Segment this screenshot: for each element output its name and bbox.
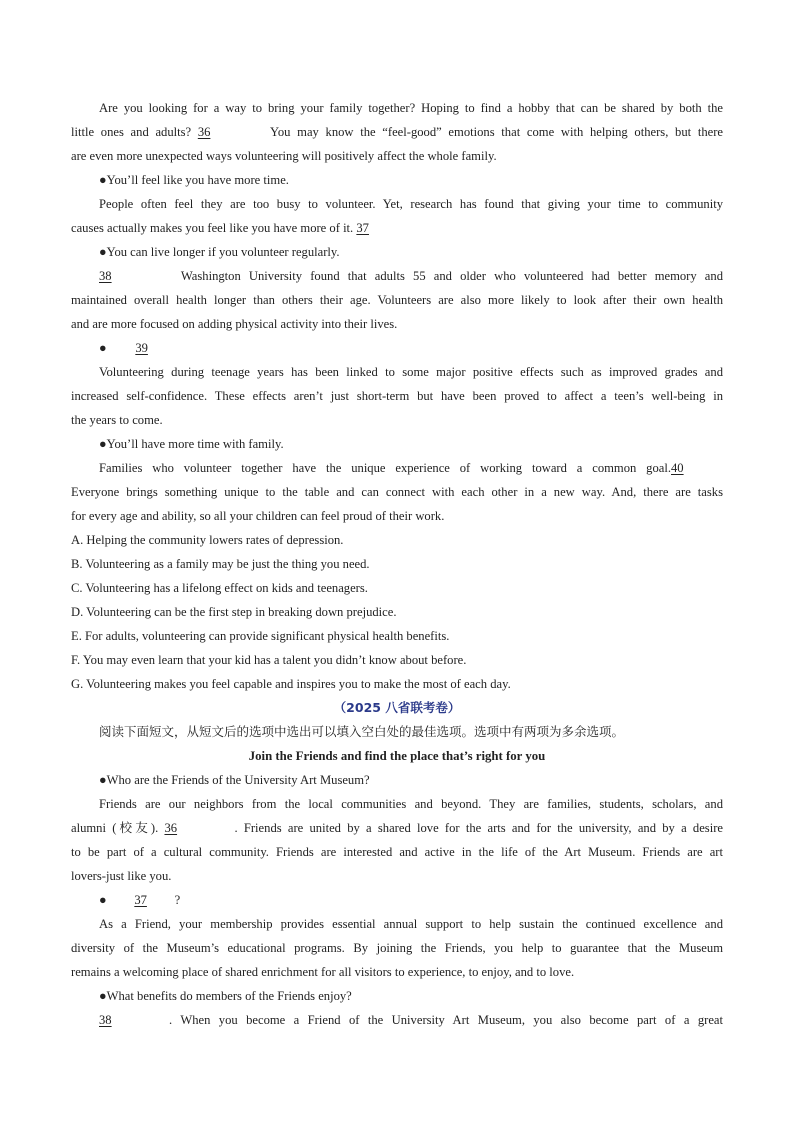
heading-time-with-family: ●You’ll have more time with family. (99, 437, 284, 451)
option-d[interactable]: D. Volunteering can be the first step in breaking down prejudice. (71, 605, 397, 619)
passage1-para3-line3: and are more focused on adding physical activity into their lives. (71, 317, 398, 331)
exam-source-heading: （2025 八省联考卷） (333, 700, 461, 715)
section2-para2-line3: remains a welcoming place of shared enrichment for all visitors to experience, to enjoy, and to love. (71, 965, 575, 979)
passage1-para4-line3: the years to come. (71, 413, 163, 427)
section2-para1-line1: Friends are our neighbors from the local communities and beyond. They are families, students, scholars, and (99, 797, 723, 811)
section2-para3-line1: 38 . When you become a Friend of the University Art Museum, you also become part of a great (71, 1008, 723, 1032)
passage1-para5-line3: for every age and ability, so all your children can feel proud of their work. (71, 509, 445, 523)
option-f[interactable]: F. You may even learn that your kid has a talent you didn’t know about before. (71, 653, 467, 667)
section2-instruction: 阅读下面短文，从短文后的选项中选出可以填入空白处的最佳选项。选项中有两项为多余选项。 (99, 724, 625, 739)
passage1-para1-line1: Are you looking for a way to bring your family together? Hoping to find a hobby that can be shared by both the (99, 101, 723, 115)
passage1-para1-line2: little ones and adults? 36 You may know the “feel-good” emotions that come with helping others, but there (71, 120, 723, 144)
passage1-para2-line2: causes actually makes you feel like you have more of it. 37 (71, 216, 723, 240)
option-g[interactable]: G. Volunteering makes you feel capable and inspires you to make the most of each day. (71, 677, 511, 691)
section2-para1-line3: to be part of a cultural community. Friends are interested and active in the life of the Art Museum. Friends are art (71, 845, 723, 859)
passage1-para5-line2: Everyone brings something unique to the table and can connect with each other in a new way. And, there are tasks (71, 485, 723, 499)
passage1-para4-line1: Volunteering during teenage years has been linked to some major positive effects such as improved grades and (99, 365, 723, 379)
passage1-para4-line2: increased self-confidence. These effects aren’t just short-term but have been proved to affect a teen’s well-being in (71, 389, 723, 403)
section2-para1-line2: alumni (校友). 36 . Friends are united by a shared love for the arts and for the university, and by a desire (71, 816, 723, 840)
heading-blank-37: ● 37 ? (71, 888, 723, 912)
option-b[interactable]: B. Volunteering as a family may be just the thing you need. (71, 557, 370, 571)
heading-more-time: ●You’ll feel like you have more time. (99, 173, 289, 187)
section2-title: Join the Friends and find the place that’s right for you (248, 749, 546, 763)
options-list (71, 528, 723, 696)
section2-blank-38[interactable]: 38 (99, 1013, 112, 1027)
blank-39[interactable]: 39 (135, 341, 148, 355)
document-page (71, 96, 723, 1032)
option-e[interactable]: E. For adults, volunteering can provide significant physical health benefits. (71, 629, 450, 643)
heading-live-longer: ●You can live longer if you volunteer regularly. (99, 245, 340, 259)
heading-who-are-friends: ●Who are the Friends of the University Art Museum? (99, 773, 370, 787)
blank-36[interactable]: 36 (197, 125, 211, 139)
passage1-para2-line1: People often feel they are too busy to volunteer. Yet, research has found that giving your time to community (99, 197, 723, 211)
section2-blank-36[interactable]: 36 (164, 821, 178, 835)
blank-38[interactable]: 38 (99, 269, 112, 283)
section2-para1-line4: lovers-just like you. (71, 869, 172, 883)
section2-para2-line2: diversity of the Museum’s educational programs. By joining the Friends, you help to guarantee that the Museum (71, 941, 723, 955)
passage1-para5-line1: Families who volunteer together have the unique experience of working toward a common goal.40 (71, 456, 723, 480)
heading-member-benefits: ●What benefits do members of the Friends enjoy? (99, 989, 352, 1003)
option-c[interactable]: C. Volunteering has a lifelong effect on kids and teenagers. (71, 581, 368, 595)
blank-40[interactable]: 40 (671, 461, 684, 475)
passage1-para1-line3: are even more unexpected ways volunteering will positively affect the whole family. (71, 149, 497, 163)
option-a[interactable]: A. Helping the community lowers rates of depression. (71, 533, 344, 547)
heading-blank-39: ● 39 (71, 336, 723, 360)
section2-blank-37[interactable]: 37 (134, 893, 147, 907)
passage1-para3-line1: 38 Washington University found that adults 55 and older who volunteered had better memory and (71, 264, 723, 288)
blank-37[interactable]: 37 (356, 221, 369, 235)
section2-para2-line1: As a Friend, your membership provides essential annual support to help sustain the continued excellence and (99, 917, 723, 931)
passage1-para3-line2: maintained overall health longer than others their age. Volunteers are also more likely to look after their own health (71, 293, 723, 307)
